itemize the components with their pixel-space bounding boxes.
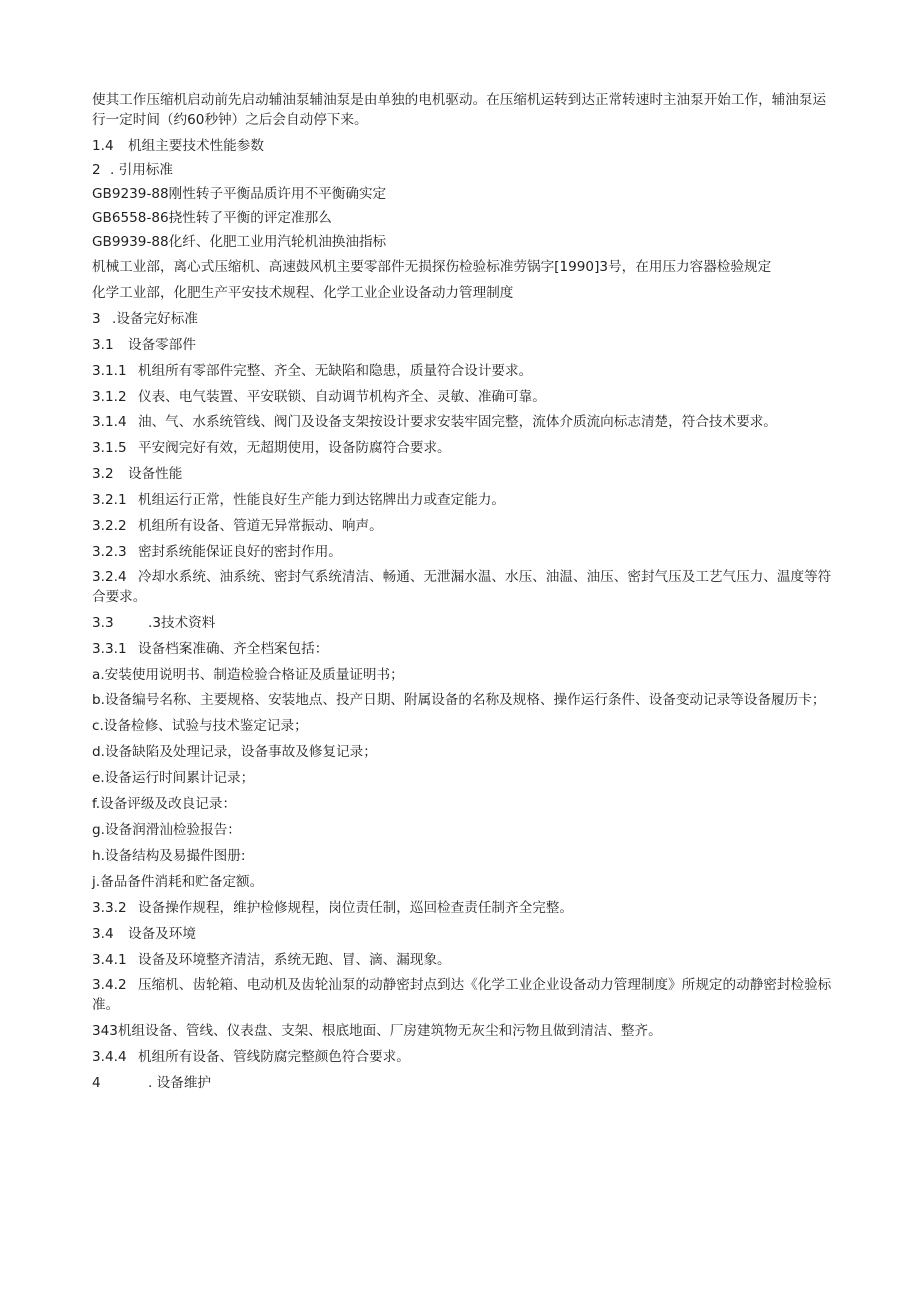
document-body [92, 90, 832, 1093]
clause-3-2-1 [92, 490, 832, 510]
clause-3-4-2 [92, 975, 832, 1015]
section-title: . 设备维护 [148, 1075, 212, 1091]
clause-text: 仪表、电气装置、平安联锁、自动调节机构齐全、灵敏、准确可靠。 [138, 389, 546, 405]
clause-text: 油、气、水系统管线、阀门及设备支架按设计要求安装牢固完整，流体介质流向标志清楚，符合技术要求。 [138, 414, 777, 430]
section-number: 3.3 [92, 615, 114, 631]
clause-3-4-3: 343机组设备、管线、仪表盘、支架、根底地面、厂房建筑物无灰尘和污物且做到清洁、整齐。 [92, 1023, 662, 1039]
clause-number: 3.2.4 [92, 569, 127, 585]
standard-item: 化学工业部，化肥生产平安技术规程、化学工业企业设备动力管理制度 [92, 285, 514, 301]
clause-number: 3.2.2 [92, 518, 127, 534]
list-item: e.设备运行时间累计记录； [92, 770, 255, 786]
section-3-4 [92, 924, 832, 944]
clause-3-4-1 [92, 950, 832, 970]
clause-text: 机组所有设备、管道无异常振动、响声。 [138, 518, 383, 534]
list-item: b.设备编号名称、主要规格、安装地点、投产日期、附属设备的名称及规格、操作运行条件、设备变动记录等设备履历卡； [92, 692, 826, 708]
clause-3-3-1 [92, 639, 832, 659]
list-item: a.安装使用说明书、制造检验合格证及质量证明书； [92, 667, 404, 683]
section-1-4 [92, 136, 832, 156]
clause-text: 压缩机、齿轮箱、电动机及齿轮汕泵的动静密封点到达《化学工业企业设备动力管理制度》所规定的动静密封检验标准。 [92, 977, 832, 1013]
section-number: 4 [92, 1075, 101, 1091]
section-title: 设备及环境 [128, 926, 196, 942]
clause-text: 设备及环境整齐清洁，系统无跑、冒、滴、漏现象。 [138, 952, 451, 968]
list-item: j.备品备件消耗和贮备定额。 [92, 874, 264, 890]
clause-3-1-5 [92, 438, 832, 458]
clause-number: 3.1.1 [92, 363, 127, 379]
clause-3-2-4 [92, 567, 832, 607]
section-title: .设备完好标准 [112, 311, 198, 327]
list-item: c.设备检修、试验与技术鉴定记录； [92, 718, 308, 734]
standard-item: 机械工业部，离心式压缩机、高速鼓风机主要零部件无损探伤检验标准劳锅字[1990]3号，在用压力容器检验规定 [92, 259, 772, 275]
section-number: 1.4 [92, 138, 114, 154]
clause-3-3-2 [92, 898, 832, 918]
section-title: 机组主要技术性能参数 [128, 138, 264, 154]
clause-text: 设备档案准确、齐全档案包括： [138, 641, 329, 657]
clause-number: 3.1.4 [92, 414, 127, 430]
clause-number: 3.4.4 [92, 1049, 127, 1065]
section-title: .3技术资料 [148, 615, 216, 631]
standard-item: GB9939-88化纤、化肥工业用汽轮机油换油指标 [92, 234, 387, 250]
clause-number: 3.4.2 [92, 977, 127, 993]
clause-number: 3.3.2 [92, 900, 127, 916]
section-3-3 [92, 613, 832, 633]
list-item: g.设备润滑汕检验报告： [92, 822, 241, 838]
clause-3-1-4 [92, 412, 832, 432]
standard-item: GB9239-88刚性转子平衡品质许用不平衡确实定 [92, 186, 387, 202]
clause-text: 平安阀完好有效，无超期使用，设备防腐符合要求。 [138, 440, 451, 456]
section-number: 2 [92, 162, 101, 178]
section-number: 3.1 [92, 337, 114, 353]
clause-text: 机组运行正常，性能良好生产能力到达铭牌出力或查定能力。 [138, 492, 506, 508]
section-3-2 [92, 464, 832, 484]
clause-number: 3.1.2 [92, 389, 127, 405]
clause-3-1-1 [92, 361, 832, 381]
clause-3-4-4 [92, 1047, 832, 1067]
section-title: 设备零部件 [128, 337, 196, 353]
list-item: h.设备结构及易撮件图册: [92, 848, 246, 864]
intro-paragraph: 使其工作压缩机启动前先启动辅油泵辅油泵是由单独的电机驱动。在压缩机运转到达正常转速时主油泵开始工作，辅油泵运行一定时间（约60秒钟）之后会自动停下来。 [92, 92, 827, 128]
list-item: f.设备评级及改良记录： [92, 796, 237, 812]
list-item: d.设备缺陷及处理记录，设备事故及修复记录； [92, 744, 377, 760]
clause-text: 密封系统能保证良好的密封作用。 [138, 544, 342, 560]
section-3-1 [92, 335, 832, 355]
section-title: 设备性能 [128, 466, 183, 482]
section-4-heading [92, 1073, 832, 1093]
section-title: . 引用标准 [110, 162, 174, 178]
clause-text: 冷却水系统、油系统、密封气系统清洁、畅通、无泄漏水温、水压、油温、油压、密封气压及工艺气压力、温度等符合要求。 [92, 569, 832, 605]
section-3-heading [92, 309, 832, 329]
clause-number: 3.1.5 [92, 440, 127, 456]
clause-text: 机组所有零部件完整、齐全、无缺陷和隐患，质量符合设计要求。 [138, 363, 533, 379]
clause-number: 3.2.1 [92, 492, 127, 508]
clause-3-2-2 [92, 516, 832, 536]
clause-number: 3.4.1 [92, 952, 127, 968]
section-number: 3 [92, 311, 101, 327]
section-2-heading [92, 160, 832, 180]
section-number: 3.2 [92, 466, 114, 482]
clause-number: 3.3.1 [92, 641, 127, 657]
standard-item: GB6558-86挠性转了平衡的评定准那么 [92, 210, 332, 226]
clause-3-2-3 [92, 542, 832, 562]
clause-text: 设备操作规程，维护检修规程，岗位责任制，巡回检查责任制齐全完整。 [138, 900, 573, 916]
clause-3-1-2 [92, 387, 832, 407]
clause-text: 机组所有设备、管线防腐完整颜色符合要求。 [138, 1049, 410, 1065]
section-number: 3.4 [92, 926, 114, 942]
clause-number: 3.2.3 [92, 544, 127, 560]
